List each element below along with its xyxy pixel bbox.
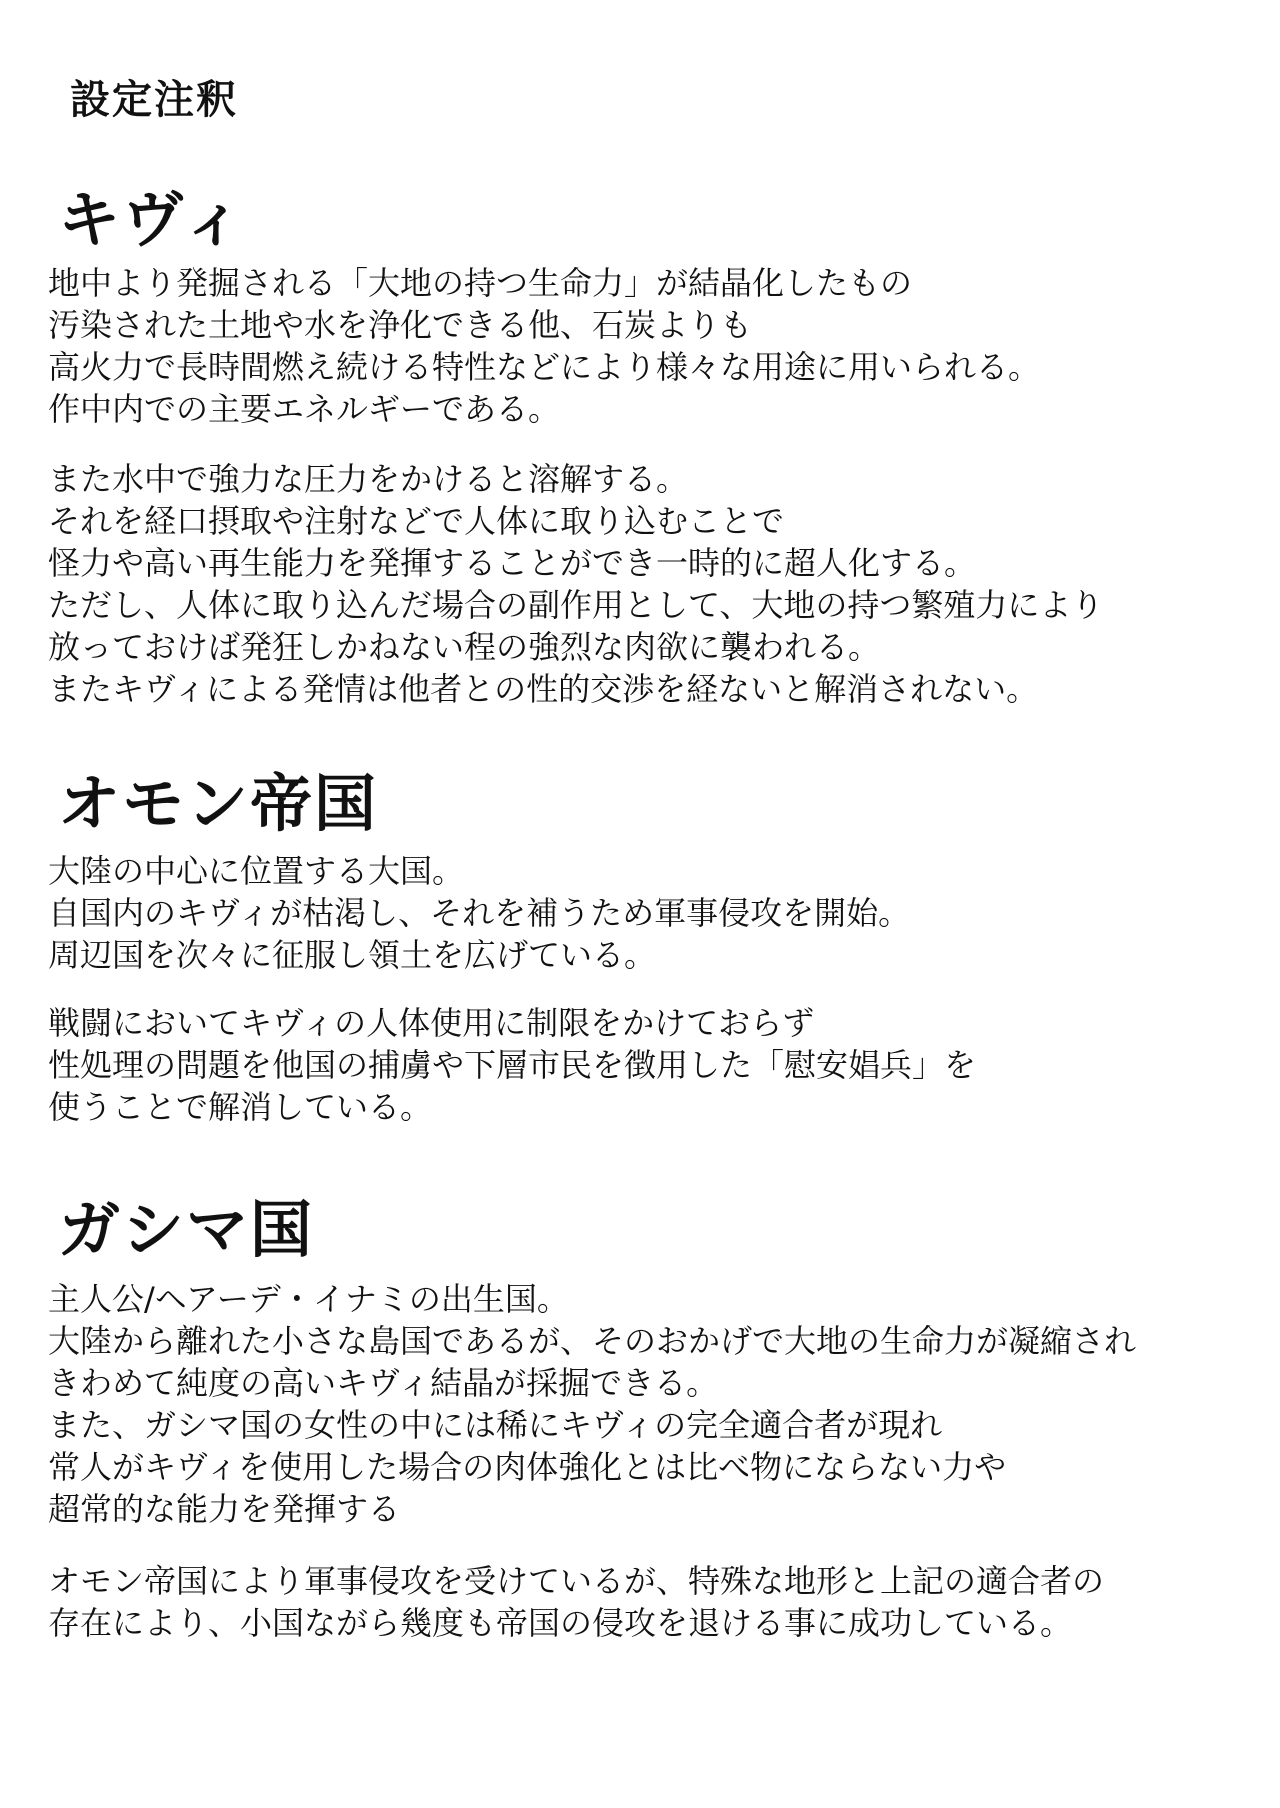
text-line: また、ガシマ国の女性の中には稀にキヴィの完全適合者が現れ [48,1406,943,1444]
text-line: また水中で強力な圧力をかけると溶解する。 [48,460,689,498]
text-line: 作中内での主要エネルギーである。 [48,390,561,428]
text-line: 大陸から離れた小さな島国であるが、そのおかげで大地の生命力が凝縮され [48,1322,1137,1360]
paragraph [48,262,1040,430]
text-line: 高火力で長時間燃え続ける特性などにより様々な用途に用いられる。 [48,348,1041,386]
paragraph [48,850,910,976]
text-line: きわめて純度の高いキヴィ結晶が採掘できる。 [48,1364,719,1402]
text-line: 使うことで解消している。 [48,1088,433,1126]
section-heading: オモン帝国 [58,767,379,840]
section-heading: ガシマ国 [58,1193,315,1266]
section-heading: キヴィ [58,183,247,256]
text-line: オモン帝国により軍事侵攻を受けているが、特殊な地形と上記の適合者の [48,1562,1105,1600]
text-line: 主人公/ヘアーデ・イナミの出生国。 [48,1280,569,1318]
paragraph [48,1278,1136,1530]
text-line: 周辺国を次々に征服し領土を広げている。 [48,936,657,974]
text-line: 怪力や高い再生能力を発揮することができ一時的に超人化する。 [48,544,977,582]
text-line: ただし、人体に取り込んだ場合の副作用として、大地の持つ繁殖力により [48,586,1104,624]
text-line: 常人がキヴィを使用した場合の肉体強化とは比べ物にならない力や [48,1448,1007,1486]
text-line: 存在により、小国ながら幾度も帝国の侵攻を退ける事に成功している。 [48,1604,1073,1642]
text-line: 超常的な能力を発揮する [48,1490,401,1528]
text-line: それを経口摂取や注射などで人体に取り込むことで [48,502,785,540]
paragraph [48,458,1103,710]
text-line: 大陸の中心に位置する大国。 [48,852,465,890]
text-line: 放っておけば発狂しかねない程の強烈な肉欲に襲われる。 [48,628,881,666]
text-line: 自国内のキヴィが枯渇し、それを補うため軍事侵攻を開始。 [48,894,911,932]
page-title: 設定注釈 [70,77,238,123]
text-line: またキヴィによる発情は他者との性的交渉を経ないと解消されない。 [48,670,1039,708]
text-line: 汚染された土地や水を浄化できる他、石炭よりも [48,306,753,344]
text-line: 性処理の問題を他国の捕虜や下層市民を徴用した「慰安娼兵」を [48,1046,977,1084]
paragraph [48,1560,1104,1644]
paragraph [48,1002,976,1128]
text-line: 戦闘においてキヴィの人体使用に制限をかけておらず [48,1004,815,1042]
text-line: 地中より発掘される「大地の持つ生命力」が結晶化したもの [48,264,913,302]
